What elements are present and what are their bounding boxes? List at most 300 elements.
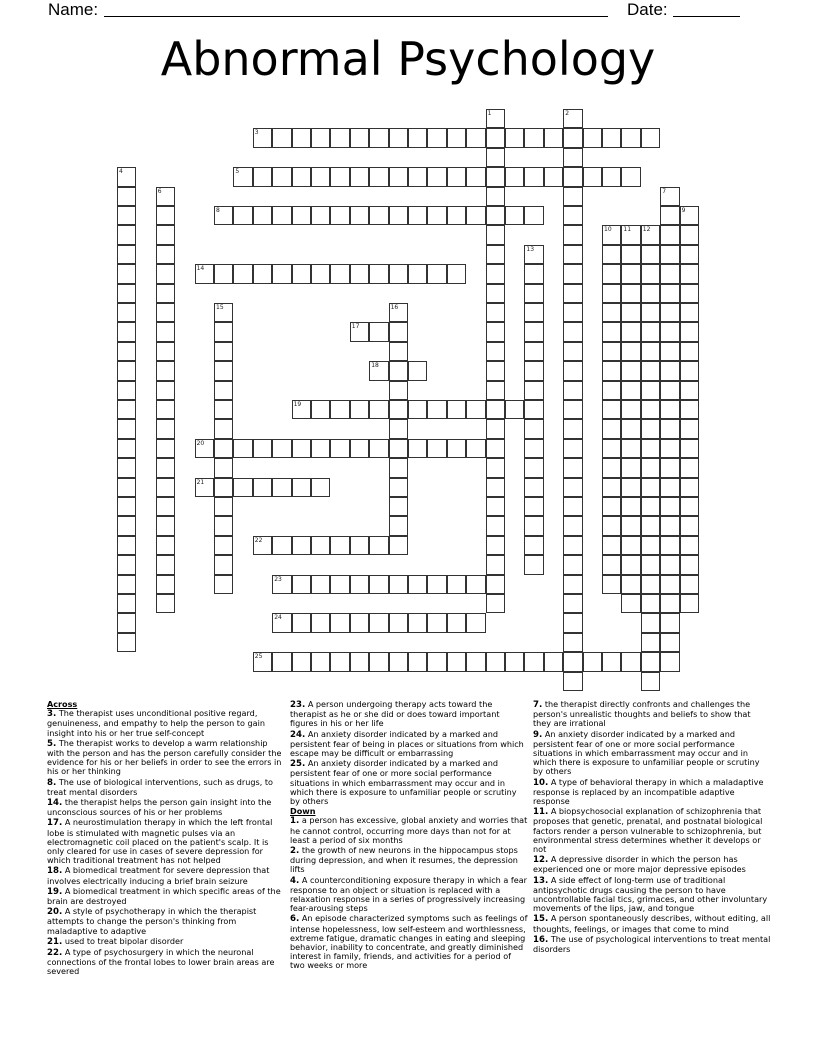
grid-cell[interactable] [524, 536, 543, 555]
grid-cell[interactable] [389, 322, 408, 341]
grid-cell[interactable] [602, 516, 621, 535]
grid-cell[interactable] [253, 478, 272, 497]
grid-cell[interactable] [621, 284, 640, 303]
grid-cell[interactable] [447, 652, 466, 671]
grid-cell[interactable] [272, 264, 291, 283]
grid-cell[interactable] [680, 361, 699, 380]
grid-cell[interactable] [311, 536, 330, 555]
grid-cell[interactable] [621, 497, 640, 516]
grid-cell[interactable] [117, 303, 136, 322]
grid-cell[interactable] [117, 322, 136, 341]
grid-cell[interactable] [292, 536, 311, 555]
grid-cell[interactable] [156, 187, 175, 206]
grid-cell[interactable] [621, 303, 640, 322]
grid-cell[interactable] [117, 400, 136, 419]
grid-cell[interactable] [311, 206, 330, 225]
grid-cell[interactable] [563, 478, 582, 497]
grid-cell[interactable] [214, 555, 233, 574]
grid-cell[interactable] [680, 419, 699, 438]
grid-cell[interactable] [311, 167, 330, 186]
grid-cell[interactable] [156, 322, 175, 341]
grid-cell[interactable] [330, 400, 349, 419]
grid-cell[interactable] [330, 264, 349, 283]
grid-cell[interactable] [486, 478, 505, 497]
grid-cell[interactable] [641, 128, 660, 147]
grid-cell[interactable] [195, 478, 214, 497]
grid-cell[interactable] [641, 245, 660, 264]
grid-cell[interactable] [544, 167, 563, 186]
grid-cell[interactable] [641, 633, 660, 652]
grid-cell[interactable] [563, 225, 582, 244]
grid-cell[interactable] [621, 322, 640, 341]
grid-cell[interactable] [214, 536, 233, 555]
grid-cell[interactable] [389, 167, 408, 186]
grid-cell[interactable] [350, 206, 369, 225]
grid-cell[interactable] [292, 478, 311, 497]
grid-cell[interactable] [660, 187, 679, 206]
grid-cell[interactable] [505, 167, 524, 186]
grid-cell[interactable] [408, 361, 427, 380]
grid-cell[interactable] [680, 400, 699, 419]
grid-cell[interactable] [408, 613, 427, 632]
grid-cell[interactable] [660, 419, 679, 438]
grid-cell[interactable] [466, 206, 485, 225]
grid-cell[interactable] [680, 245, 699, 264]
grid-cell[interactable] [253, 128, 272, 147]
grid-cell[interactable] [214, 516, 233, 535]
grid-cell[interactable] [117, 458, 136, 477]
grid-cell[interactable] [486, 536, 505, 555]
grid-cell[interactable] [156, 342, 175, 361]
grid-cell[interactable] [524, 128, 543, 147]
grid-cell[interactable] [486, 284, 505, 303]
grid-cell[interactable] [466, 652, 485, 671]
grid-cell[interactable] [272, 206, 291, 225]
grid-cell[interactable] [641, 575, 660, 594]
grid-cell[interactable] [641, 361, 660, 380]
grid-cell[interactable] [466, 400, 485, 419]
grid-cell[interactable] [660, 284, 679, 303]
grid-cell[interactable] [350, 128, 369, 147]
grid-cell[interactable] [447, 128, 466, 147]
grid-cell[interactable] [602, 478, 621, 497]
grid-cell[interactable] [524, 458, 543, 477]
grid-cell[interactable] [641, 478, 660, 497]
grid-cell[interactable] [660, 575, 679, 594]
grid-cell[interactable] [660, 555, 679, 574]
grid-cell[interactable] [524, 400, 543, 419]
grid-cell[interactable] [427, 613, 446, 632]
grid-cell[interactable] [214, 303, 233, 322]
grid-cell[interactable] [292, 652, 311, 671]
grid-cell[interactable] [602, 245, 621, 264]
grid-cell[interactable] [563, 516, 582, 535]
grid-cell[interactable] [602, 284, 621, 303]
grid-cell[interactable] [641, 555, 660, 574]
grid-cell[interactable] [466, 167, 485, 186]
grid-cell[interactable] [156, 594, 175, 613]
grid-cell[interactable] [621, 342, 640, 361]
grid-cell[interactable] [563, 594, 582, 613]
grid-cell[interactable] [563, 672, 582, 691]
grid-cell[interactable] [486, 652, 505, 671]
grid-cell[interactable] [680, 264, 699, 283]
grid-cell[interactable] [486, 361, 505, 380]
grid-cell[interactable] [621, 439, 640, 458]
grid-cell[interactable] [272, 439, 291, 458]
grid-cell[interactable] [486, 167, 505, 186]
grid-cell[interactable] [350, 575, 369, 594]
grid-cell[interactable] [563, 322, 582, 341]
grid-cell[interactable] [486, 516, 505, 535]
grid-cell[interactable] [117, 284, 136, 303]
grid-cell[interactable] [544, 128, 563, 147]
grid-cell[interactable] [660, 245, 679, 264]
grid-cell[interactable] [447, 439, 466, 458]
grid-cell[interactable] [214, 497, 233, 516]
grid-cell[interactable] [583, 128, 602, 147]
grid-cell[interactable] [389, 264, 408, 283]
grid-cell[interactable] [524, 419, 543, 438]
grid-cell[interactable] [602, 458, 621, 477]
grid-cell[interactable] [660, 400, 679, 419]
grid-cell[interactable] [563, 109, 582, 128]
grid-cell[interactable] [427, 206, 446, 225]
grid-cell[interactable] [369, 613, 388, 632]
grid-cell[interactable] [524, 167, 543, 186]
grid-cell[interactable] [563, 633, 582, 652]
grid-cell[interactable] [389, 342, 408, 361]
grid-cell[interactable] [660, 206, 679, 225]
grid-cell[interactable] [389, 381, 408, 400]
grid-cell[interactable] [486, 342, 505, 361]
grid-cell[interactable] [117, 187, 136, 206]
grid-cell[interactable] [292, 206, 311, 225]
grid-cell[interactable] [602, 381, 621, 400]
grid-cell[interactable] [330, 536, 349, 555]
grid-cell[interactable] [583, 167, 602, 186]
grid-cell[interactable] [447, 613, 466, 632]
grid-cell[interactable] [427, 167, 446, 186]
grid-cell[interactable] [292, 400, 311, 419]
grid-cell[interactable] [486, 245, 505, 264]
grid-cell[interactable] [369, 264, 388, 283]
grid-cell[interactable] [156, 303, 175, 322]
grid-cell[interactable] [214, 342, 233, 361]
grid-cell[interactable] [253, 536, 272, 555]
grid-cell[interactable] [486, 400, 505, 419]
grid-cell[interactable] [680, 225, 699, 244]
grid-cell[interactable] [680, 206, 699, 225]
grid-cell[interactable] [117, 613, 136, 632]
grid-cell[interactable] [447, 206, 466, 225]
grid-cell[interactable] [680, 497, 699, 516]
grid-cell[interactable] [330, 128, 349, 147]
grid-cell[interactable] [117, 478, 136, 497]
grid-cell[interactable] [272, 575, 291, 594]
grid-cell[interactable] [524, 342, 543, 361]
grid-cell[interactable] [680, 575, 699, 594]
grid-cell[interactable] [117, 516, 136, 535]
grid-cell[interactable] [621, 167, 640, 186]
grid-cell[interactable] [156, 575, 175, 594]
grid-cell[interactable] [563, 148, 582, 167]
grid-cell[interactable] [680, 516, 699, 535]
grid-cell[interactable] [680, 284, 699, 303]
grid-cell[interactable] [350, 322, 369, 341]
grid-cell[interactable] [486, 555, 505, 574]
grid-cell[interactable] [660, 225, 679, 244]
grid-cell[interactable] [117, 381, 136, 400]
grid-cell[interactable] [486, 497, 505, 516]
grid-cell[interactable] [117, 633, 136, 652]
grid-cell[interactable] [330, 652, 349, 671]
grid-cell[interactable] [602, 439, 621, 458]
grid-cell[interactable] [602, 555, 621, 574]
grid-cell[interactable] [680, 594, 699, 613]
grid-cell[interactable] [524, 245, 543, 264]
grid-cell[interactable] [621, 652, 640, 671]
grid-cell[interactable] [389, 536, 408, 555]
grid-cell[interactable] [272, 478, 291, 497]
grid-cell[interactable] [350, 400, 369, 419]
grid-cell[interactable] [369, 361, 388, 380]
grid-cell[interactable] [408, 652, 427, 671]
grid-cell[interactable] [563, 245, 582, 264]
grid-cell[interactable] [602, 303, 621, 322]
grid-cell[interactable] [660, 497, 679, 516]
grid-cell[interactable] [369, 206, 388, 225]
grid-cell[interactable] [563, 361, 582, 380]
grid-cell[interactable] [602, 264, 621, 283]
grid-cell[interactable] [563, 187, 582, 206]
grid-cell[interactable] [660, 633, 679, 652]
grid-cell[interactable] [156, 206, 175, 225]
grid-cell[interactable] [524, 516, 543, 535]
grid-cell[interactable] [524, 206, 543, 225]
grid-cell[interactable] [214, 381, 233, 400]
grid-cell[interactable] [447, 400, 466, 419]
grid-cell[interactable] [641, 458, 660, 477]
grid-cell[interactable] [156, 225, 175, 244]
grid-cell[interactable] [466, 613, 485, 632]
grid-cell[interactable] [466, 575, 485, 594]
grid-cell[interactable] [214, 575, 233, 594]
grid-cell[interactable] [524, 381, 543, 400]
grid-cell[interactable] [641, 381, 660, 400]
grid-cell[interactable] [602, 322, 621, 341]
grid-cell[interactable] [389, 361, 408, 380]
grid-cell[interactable] [447, 167, 466, 186]
grid-cell[interactable] [253, 652, 272, 671]
grid-cell[interactable] [427, 652, 446, 671]
grid-cell[interactable] [486, 148, 505, 167]
grid-cell[interactable] [660, 516, 679, 535]
grid-cell[interactable] [641, 225, 660, 244]
grid-cell[interactable] [156, 497, 175, 516]
grid-cell[interactable] [214, 458, 233, 477]
grid-cell[interactable] [427, 400, 446, 419]
grid-cell[interactable] [486, 187, 505, 206]
grid-cell[interactable] [156, 536, 175, 555]
grid-cell[interactable] [117, 245, 136, 264]
grid-cell[interactable] [505, 206, 524, 225]
grid-cell[interactable] [253, 206, 272, 225]
grid-cell[interactable] [544, 652, 563, 671]
grid-cell[interactable] [117, 264, 136, 283]
grid-cell[interactable] [563, 284, 582, 303]
grid-cell[interactable] [641, 652, 660, 671]
grid-cell[interactable] [486, 322, 505, 341]
grid-cell[interactable] [117, 555, 136, 574]
grid-cell[interactable] [156, 419, 175, 438]
grid-cell[interactable] [602, 167, 621, 186]
grid-cell[interactable] [621, 361, 640, 380]
grid-cell[interactable] [311, 652, 330, 671]
grid-cell[interactable] [641, 536, 660, 555]
grid-cell[interactable] [660, 458, 679, 477]
grid-cell[interactable] [680, 303, 699, 322]
grid-cell[interactable] [602, 497, 621, 516]
grid-cell[interactable] [563, 400, 582, 419]
grid-cell[interactable] [563, 128, 582, 147]
grid-cell[interactable] [369, 439, 388, 458]
grid-cell[interactable] [641, 497, 660, 516]
grid-cell[interactable] [563, 497, 582, 516]
grid-cell[interactable] [117, 225, 136, 244]
grid-cell[interactable] [447, 575, 466, 594]
grid-cell[interactable] [660, 322, 679, 341]
grid-cell[interactable] [195, 264, 214, 283]
grid-cell[interactable] [330, 613, 349, 632]
grid-cell[interactable] [117, 536, 136, 555]
grid-cell[interactable] [505, 652, 524, 671]
grid-cell[interactable] [486, 128, 505, 147]
grid-cell[interactable] [486, 458, 505, 477]
grid-cell[interactable] [389, 419, 408, 438]
grid-cell[interactable] [389, 652, 408, 671]
grid-cell[interactable] [156, 458, 175, 477]
grid-cell[interactable] [292, 167, 311, 186]
grid-cell[interactable] [524, 264, 543, 283]
grid-cell[interactable] [292, 128, 311, 147]
grid-cell[interactable] [524, 284, 543, 303]
grid-cell[interactable] [641, 342, 660, 361]
grid-cell[interactable] [389, 478, 408, 497]
grid-cell[interactable] [505, 128, 524, 147]
grid-cell[interactable] [602, 419, 621, 438]
grid-cell[interactable] [621, 245, 640, 264]
grid-cell[interactable] [621, 555, 640, 574]
grid-cell[interactable] [369, 400, 388, 419]
grid-cell[interactable] [602, 652, 621, 671]
grid-cell[interactable] [311, 400, 330, 419]
grid-cell[interactable] [621, 536, 640, 555]
grid-cell[interactable] [389, 206, 408, 225]
grid-cell[interactable] [117, 342, 136, 361]
grid-cell[interactable] [350, 536, 369, 555]
grid-cell[interactable] [156, 400, 175, 419]
grid-cell[interactable] [660, 613, 679, 632]
grid-cell[interactable] [524, 361, 543, 380]
grid-cell[interactable] [292, 264, 311, 283]
grid-cell[interactable] [563, 303, 582, 322]
grid-cell[interactable] [680, 458, 699, 477]
grid-cell[interactable] [311, 575, 330, 594]
grid-cell[interactable] [117, 361, 136, 380]
grid-cell[interactable] [563, 419, 582, 438]
grid-cell[interactable] [602, 536, 621, 555]
grid-cell[interactable] [602, 400, 621, 419]
grid-cell[interactable] [369, 575, 388, 594]
grid-cell[interactable] [660, 652, 679, 671]
grid-cell[interactable] [680, 381, 699, 400]
grid-cell[interactable] [641, 594, 660, 613]
grid-cell[interactable] [524, 555, 543, 574]
grid-cell[interactable] [350, 264, 369, 283]
grid-cell[interactable] [292, 575, 311, 594]
grid-cell[interactable] [427, 128, 446, 147]
grid-cell[interactable] [641, 439, 660, 458]
grid-cell[interactable] [214, 478, 233, 497]
grid-cell[interactable] [524, 497, 543, 516]
grid-cell[interactable] [427, 575, 446, 594]
grid-cell[interactable] [563, 555, 582, 574]
grid-cell[interactable] [524, 652, 543, 671]
grid-cell[interactable] [408, 167, 427, 186]
grid-cell[interactable] [602, 575, 621, 594]
grid-cell[interactable] [447, 264, 466, 283]
grid-cell[interactable] [427, 439, 446, 458]
grid-cell[interactable] [680, 536, 699, 555]
grid-cell[interactable] [602, 128, 621, 147]
grid-cell[interactable] [621, 381, 640, 400]
grid-cell[interactable] [486, 109, 505, 128]
grid-cell[interactable] [292, 613, 311, 632]
grid-cell[interactable] [641, 400, 660, 419]
grid-cell[interactable] [117, 594, 136, 613]
grid-cell[interactable] [156, 516, 175, 535]
grid-cell[interactable] [233, 206, 252, 225]
grid-cell[interactable] [660, 478, 679, 497]
grid-cell[interactable] [156, 478, 175, 497]
grid-cell[interactable] [253, 167, 272, 186]
grid-cell[interactable] [233, 439, 252, 458]
grid-cell[interactable] [408, 400, 427, 419]
grid-cell[interactable] [117, 575, 136, 594]
grid-cell[interactable] [602, 225, 621, 244]
grid-cell[interactable] [389, 497, 408, 516]
grid-cell[interactable] [563, 536, 582, 555]
grid-cell[interactable] [214, 400, 233, 419]
grid-cell[interactable] [117, 419, 136, 438]
grid-cell[interactable] [563, 264, 582, 283]
grid-cell[interactable] [156, 284, 175, 303]
grid-cell[interactable] [253, 264, 272, 283]
grid-cell[interactable] [233, 167, 252, 186]
grid-cell[interactable] [330, 439, 349, 458]
grid-cell[interactable] [350, 652, 369, 671]
grid-cell[interactable] [311, 128, 330, 147]
grid-cell[interactable] [389, 458, 408, 477]
grid-cell[interactable] [641, 516, 660, 535]
grid-cell[interactable] [350, 613, 369, 632]
grid-cell[interactable] [660, 381, 679, 400]
grid-cell[interactable] [272, 536, 291, 555]
grid-cell[interactable] [389, 613, 408, 632]
grid-cell[interactable] [486, 264, 505, 283]
grid-cell[interactable] [563, 575, 582, 594]
